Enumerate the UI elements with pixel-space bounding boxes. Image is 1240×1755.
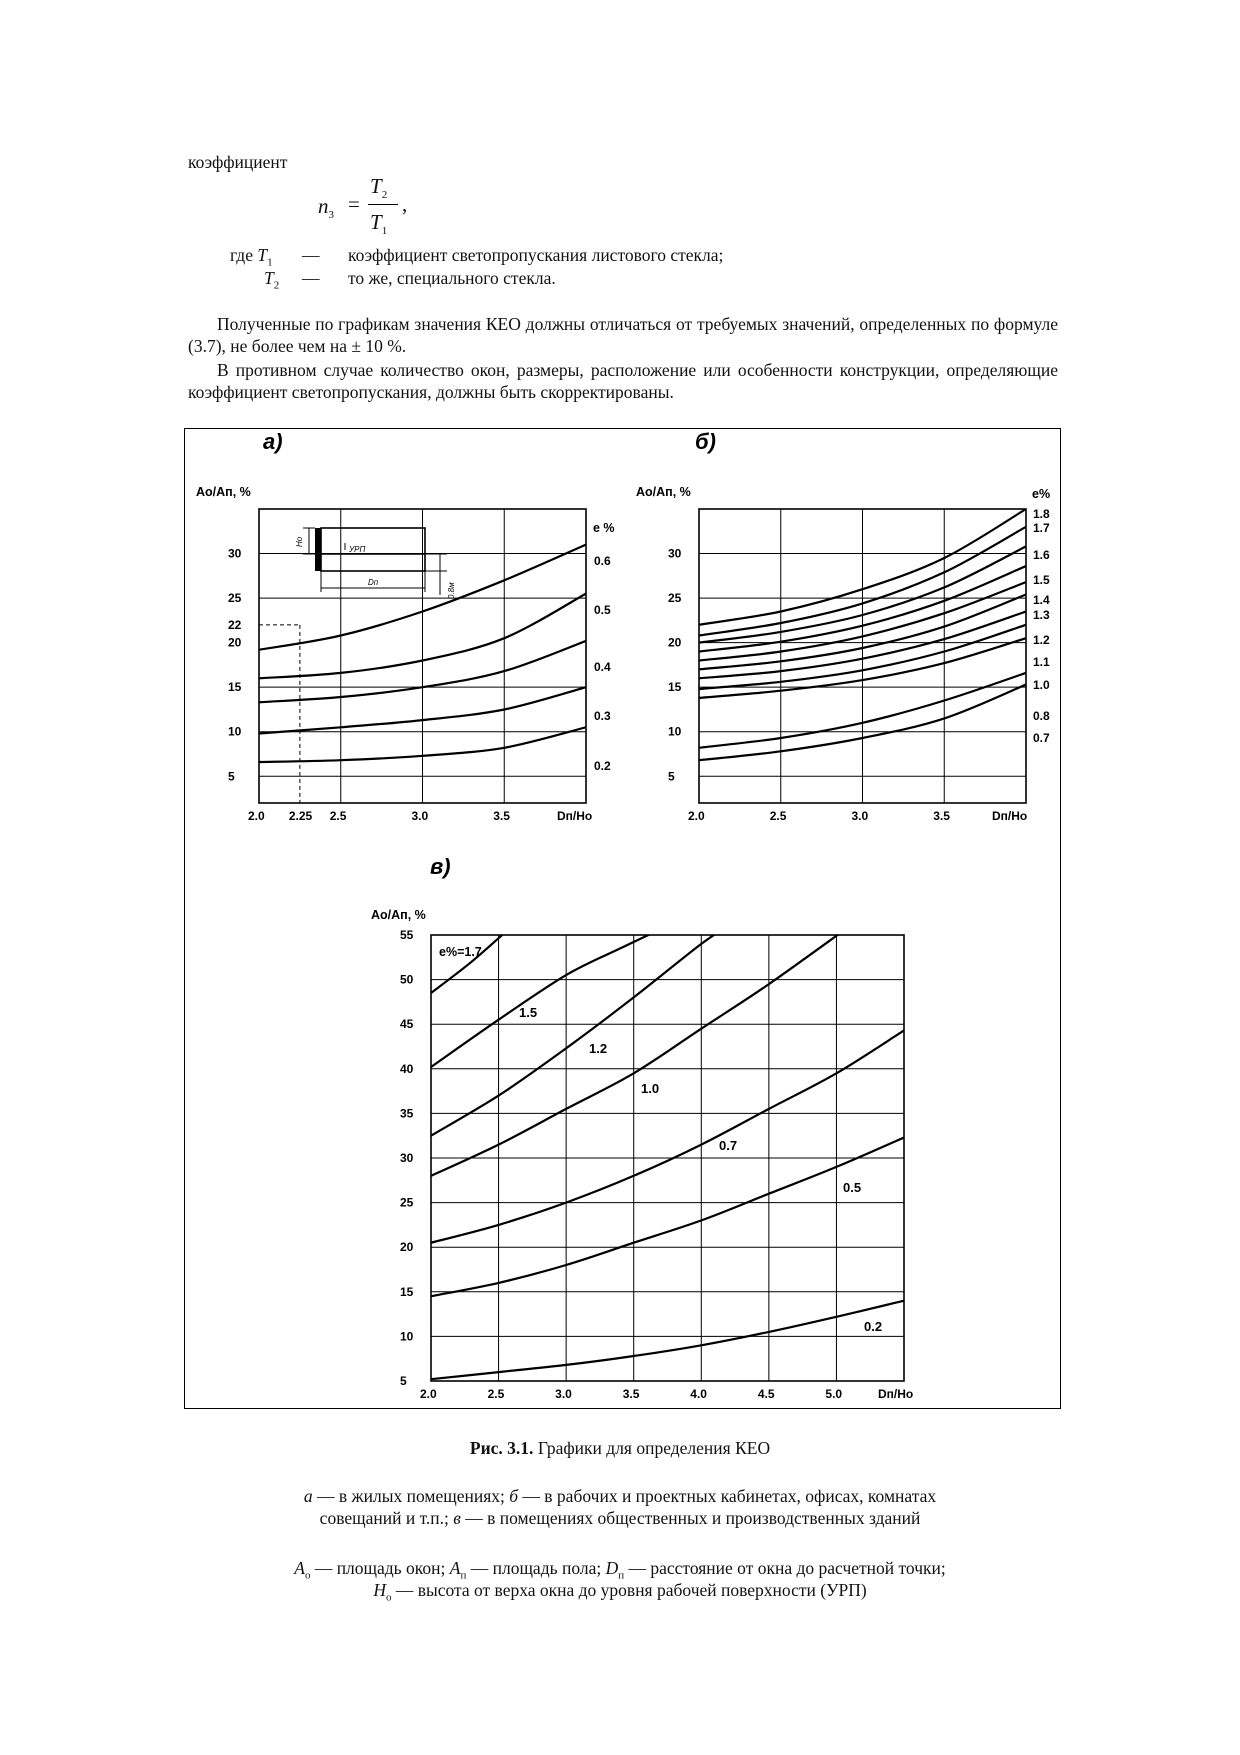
- y-tick-label: 15: [668, 680, 682, 695]
- x-tick-label: 4.0: [690, 1387, 707, 1401]
- panel-label-b: б): [695, 429, 716, 454]
- series-label: 0.2: [864, 1319, 883, 1334]
- caption-text: — высота от верха окна до уровня рабочей поверхности (УРП): [391, 1580, 867, 1600]
- series-label: 1.4: [1033, 593, 1050, 607]
- series-label: 0.7: [1033, 731, 1050, 745]
- series-label: 0.3: [594, 709, 611, 723]
- caption-sub: п: [618, 1569, 625, 1582]
- x-tick-label: 2.5: [329, 809, 347, 823]
- y-tick-label: 30: [668, 546, 682, 561]
- x-tick-label: 3.0: [411, 809, 429, 823]
- chart-a: [228, 509, 611, 823]
- chart-v: [400, 926, 913, 1401]
- caption-italic: в: [453, 1508, 461, 1528]
- series-label: 1.5: [1033, 573, 1050, 587]
- figure-svg: [185, 429, 1062, 1410]
- y-tick-label: 35: [400, 1106, 414, 1121]
- x-tick-label: 3.5: [493, 809, 510, 823]
- x-tick-label: 2.0: [688, 809, 705, 823]
- series-label: 0.5: [843, 1180, 862, 1195]
- caption-text: — в жилых помещениях;: [312, 1486, 510, 1506]
- formula-comma: ,: [402, 192, 408, 216]
- formula-equals: =: [348, 192, 360, 216]
- legend-title-a: е %: [593, 521, 615, 535]
- series-line: [431, 1030, 904, 1242]
- y-tick-label: 55: [400, 928, 414, 942]
- caption-italic: б: [509, 1486, 519, 1506]
- caption-text: — в рабочих и проектных кабинетах, офисах, комнатах: [518, 1486, 937, 1506]
- series-label: 1.7: [1033, 521, 1050, 535]
- y-tick-label: 30: [400, 1151, 414, 1165]
- caption-line: [0, 1579, 1240, 1609]
- ylabel-v: Ао/Ап, %: [371, 908, 426, 922]
- where-desc: то же, специального стекла.: [348, 268, 556, 288]
- figure-frame: [184, 428, 1061, 1409]
- x-tick-label: 5.0: [825, 1387, 843, 1401]
- series-label: 1.2: [1033, 633, 1050, 647]
- series-label: 0.6: [594, 554, 611, 568]
- x-tick-label: 3.0: [851, 809, 869, 823]
- caption-italic: а: [303, 1486, 313, 1506]
- y-tick-label: 20: [228, 635, 242, 650]
- series-label: 0.2: [594, 759, 611, 773]
- y-tick-label: 22: [228, 617, 242, 632]
- panel-label-v: в): [430, 854, 451, 879]
- x-tick-label: 3.5: [622, 1387, 640, 1401]
- intro-word: коэффициент: [188, 152, 288, 172]
- where-desc: коэффициент светопропускания листового стекла;: [348, 245, 724, 265]
- x-tick-label: 2.0: [420, 1387, 437, 1401]
- series-label: 0.4: [594, 660, 611, 674]
- y-tick-label: 45: [400, 1017, 414, 1032]
- caption-line: [0, 1485, 1240, 1507]
- y-tick-label: 40: [400, 1061, 414, 1076]
- caption-sub: п: [460, 1569, 467, 1582]
- where-dash: —: [302, 245, 320, 265]
- y-tick-label: 10: [228, 724, 242, 739]
- formula-numerator: $T_2$: [370, 174, 388, 202]
- inset-urp: УРП: [349, 545, 366, 554]
- legend-title-b: е%: [1032, 487, 1051, 501]
- caption-sub: о: [304, 1569, 311, 1582]
- y-tick-label: 10: [668, 724, 682, 739]
- panel-label-a: а): [263, 429, 283, 454]
- series-label: 0.8: [1033, 709, 1050, 723]
- y-tick-label: 5: [228, 769, 235, 784]
- series-label: 0.7: [719, 1138, 738, 1153]
- paragraph: В противном случае количество окон, размеры, расположение или особенности конструкции, определяющие коэффициент светопропускания, должны быть скорректированы.: [188, 360, 1058, 402]
- paragraph: Полученные по графикам значения КЕО должны отличаться от требуемых значений, определенных по формуле (3.7), не более чем на ± 10 %.: [188, 314, 1058, 356]
- caption-title-bold: Рис. 3.1.: [469, 1438, 534, 1458]
- legend-title-v: е%=1.7: [439, 945, 482, 959]
- x-tick-label: Dп/Но: [878, 1387, 914, 1401]
- room-section-sketch: [295, 528, 456, 599]
- x-tick-label: 3.0: [555, 1387, 572, 1401]
- caption-text: — в помещениях общественных и производственных зданий: [460, 1508, 921, 1528]
- series-label: 1.0: [1033, 678, 1050, 692]
- x-tick-label: 2.5: [487, 1387, 505, 1401]
- caption-italic: D: [605, 1558, 619, 1578]
- where-item: где $T_1$: [230, 245, 273, 269]
- caption-text: — площадь пола;: [466, 1558, 606, 1578]
- inset-h08: 0.8м: [447, 582, 456, 599]
- y-tick-label: 15: [400, 1284, 414, 1299]
- caption-sub: о: [385, 1591, 392, 1604]
- series-label: 1.8: [1033, 507, 1050, 521]
- caption-text: — расстояние от окна до расчетной точки;: [624, 1558, 946, 1578]
- ylabel-a: Ао/Ап, %: [196, 485, 251, 499]
- formula-denominator: $T_1$: [370, 210, 388, 238]
- x-tick-label: 2.25: [288, 809, 313, 823]
- formula: [318, 170, 438, 245]
- y-tick-label: 20: [668, 635, 682, 650]
- y-tick-label: 5: [400, 1374, 407, 1388]
- where-dash: —: [302, 268, 320, 288]
- x-tick-label: 2.5: [769, 809, 787, 823]
- x-tick-label: 3.5: [933, 809, 950, 823]
- y-tick-label: 10: [400, 1329, 414, 1344]
- caption-italic: H: [373, 1580, 386, 1600]
- x-tick-label: 4.5: [757, 1387, 775, 1401]
- series-label: 1.1: [1033, 655, 1050, 669]
- y-tick-label: 5: [668, 769, 675, 784]
- inset-ho: Но: [295, 536, 304, 547]
- caption-title: Графики для определения КЕО: [537, 1438, 771, 1458]
- y-tick-label: 25: [400, 1195, 414, 1210]
- series-line: [431, 926, 512, 993]
- fraction-bar: [368, 204, 398, 205]
- series-label: 0.5: [594, 603, 611, 617]
- where-item: $T_2$: [264, 268, 280, 292]
- series-label: 1.3: [1033, 608, 1050, 622]
- caption-italic: A: [449, 1558, 461, 1578]
- ylabel-b: Ао/Ап, %: [636, 485, 691, 499]
- y-tick-label: 25: [668, 591, 682, 606]
- chart-b: [668, 507, 1050, 823]
- series-label: 1.0: [641, 1081, 660, 1096]
- y-tick-label: 50: [400, 972, 414, 987]
- series-label: 1.6: [1033, 548, 1050, 562]
- series-line: [431, 1301, 904, 1380]
- series-line: [431, 926, 850, 1176]
- x-tick-label: Dп/Но: [992, 809, 1028, 823]
- y-tick-label: 25: [228, 591, 242, 606]
- caption-text: — площадь окон;: [310, 1558, 450, 1578]
- caption-line: [0, 1507, 1240, 1529]
- formula-lhs: $n_3$: [318, 194, 334, 222]
- x-tick-label: 2.0: [248, 809, 265, 823]
- y-tick-label: 30: [228, 546, 242, 561]
- caption-italic: A: [294, 1558, 305, 1578]
- figure-caption: [0, 1437, 1240, 1459]
- y-tick-label: 15: [228, 680, 242, 695]
- series-label: 1.2: [589, 1041, 608, 1056]
- caption-text: совещаний и т.п.;: [319, 1508, 454, 1528]
- x-tick-label: Dп/Но: [557, 809, 593, 823]
- inset-dp: Dп: [368, 578, 379, 587]
- y-tick-label: 20: [400, 1240, 414, 1255]
- series-label: 1.5: [519, 1005, 538, 1020]
